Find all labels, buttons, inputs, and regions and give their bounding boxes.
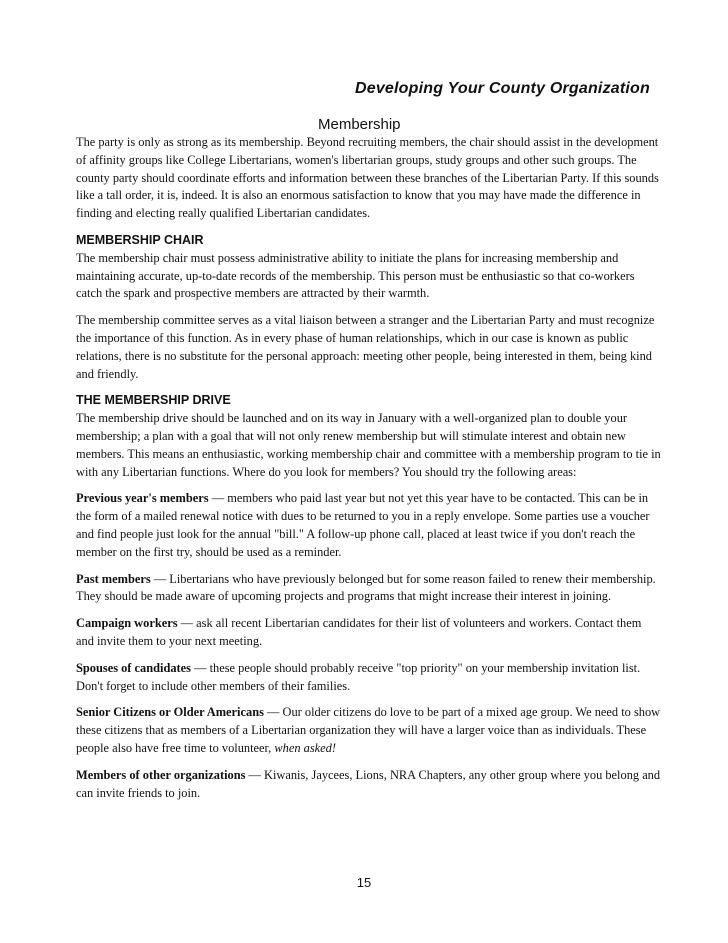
area-previous-members <box>76 490 661 561</box>
area-text: — these people should probably receive "top priority" on your membership invitation list. Don't forget to include other members of their families. <box>76 660 641 693</box>
area-term: Past members <box>76 571 151 586</box>
membership-drive-paragraph: The membership drive should be launched and on its way in January with a well-organized plan to double your membership; a plan with a goal that will not only renew membership but will stimulate interest and obtain new members. This means an enthusiastic, working membership chair and committee with a membership program to tie in with any Libertarian functions. Where do you look for members? You should try the following areas: <box>76 411 661 479</box>
area-text: — ask all recent Libertarian candidates for their list of volunteers and workers. Contact them and invite them to your next meeting. <box>76 616 642 648</box>
membership-committee-paragraph: The membership committee serves as a vital liaison between a stranger and the Libertarian Party and must recognize the importance of this function. As in every phase of human relationships, which in our case is known as public relations, there is no substitute for the personal approach: meeting other people, being interested in them, being kind and friendly. <box>76 313 655 381</box>
area-other-organizations <box>76 767 661 803</box>
area-text: — Libertarians who have previously belonged but for some reason failed to renew their membership. They should be made aware of upcoming projects and programs that might increase their interest in joining. <box>76 571 656 604</box>
area-past-members <box>76 571 661 607</box>
intro-paragraph: The party is only as strong as its membership. Beyond recruiting members, the chair should assist in the development of affinity groups like College Libertarians, women's libertarian groups, study groups and other such groups. The county party should coordinate efforts and information between these branches of the Libertarian Party. If this sounds like a tall order, it is, indeed. It is also an enormous satisfaction to know that you may have made the difference in finding and electing really qualified Libertarian candidates. <box>76 135 659 221</box>
area-term: Spouses of candidates <box>76 660 191 675</box>
area-text: — members who paid last year but not yet this year have to be contacted. This can be in the form of a mailed renewal notice with dues to be returned to you in a reply envelope. Some parties use a voucher and find people just look for the annual "bill." A follow-up phone call, placed at least twice if you don't reach the member on the first try, should be used as a reminder. <box>76 491 650 559</box>
membership-drive-heading: THE MEMBERSHIP DRIVE <box>76 393 231 408</box>
section-subtitle: Membership <box>318 116 401 133</box>
area-term: Campaign workers <box>76 616 178 631</box>
area-spouses-of-candidates <box>76 660 661 696</box>
page-number: 15 <box>356 875 372 890</box>
area-emphasis: when asked! <box>274 740 336 755</box>
area-campaign-workers <box>76 615 661 651</box>
area-term: Previous year's members <box>76 491 209 506</box>
area-text: — Kiwanis, Jaycees, Lions, NRA Chapters, any other group where you belong and can invite friends to join. <box>76 767 661 800</box>
page-title: Developing Your County Organization <box>354 80 650 97</box>
area-term: Members of other organizations <box>76 767 246 782</box>
document-body <box>76 134 661 811</box>
membership-chair-paragraph: The membership chair must possess administrative ability to initiate the plans for increasing membership and maintaining accurate, up-to-date records of the membership. This person must be enthusiastic so that co-workers catch the spark and prospective members are attracted by their warmth. <box>76 250 635 301</box>
area-senior-citizens <box>76 704 661 757</box>
area-term: Senior Citizens or Older Americans <box>76 705 264 720</box>
membership-chair-heading: MEMBERSHIP CHAIR <box>76 232 204 247</box>
area-text: — Our older citizens do love to be part of a mixed age group. We need to show these citizens that as members of a Libertarian organization they will have a larger voice than as individuals. These people also have free time to volunteer, <box>76 705 661 755</box>
